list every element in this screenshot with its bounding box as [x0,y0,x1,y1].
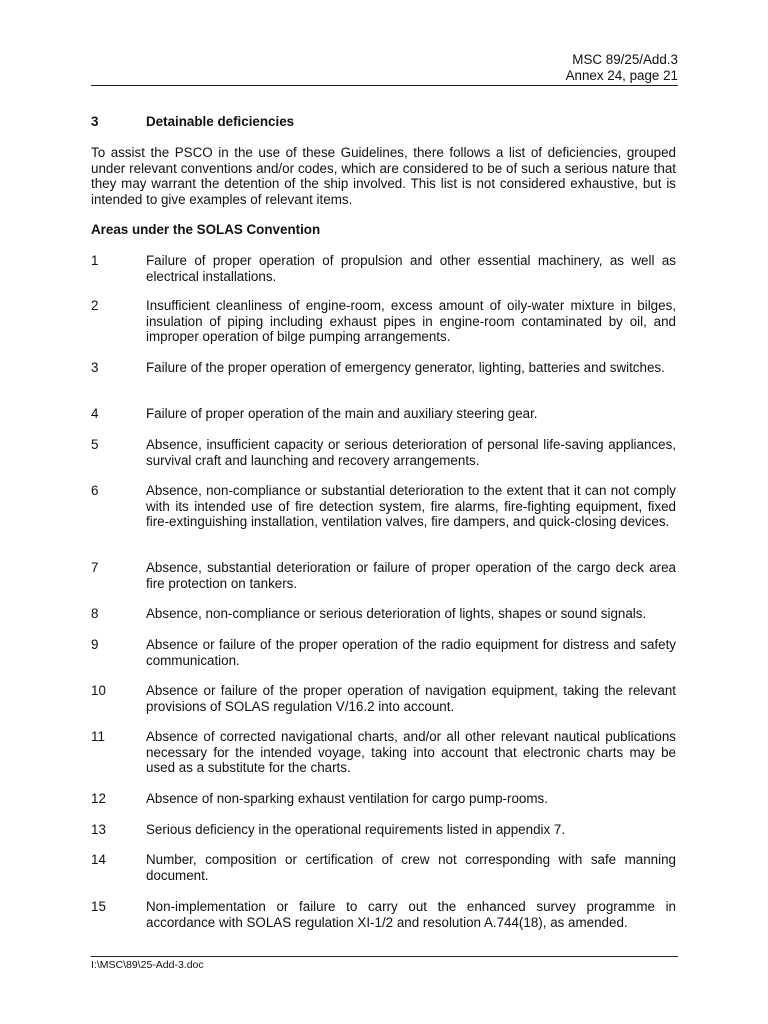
item-number: 13 [91,822,106,837]
header-divider [91,85,678,86]
list-item [91,683,676,714]
item-number: 5 [91,437,99,452]
list-item [91,791,676,807]
item-text: Failure of proper operation of the main and auxiliary steering gear. [146,406,538,421]
item-number: 15 [91,899,106,914]
item-number: 7 [91,560,99,575]
item-text: Number, composition or certification of crew not corresponding with safe manning document. [146,852,676,883]
item-text: Non-implementation or failure to carry out the enhanced survey programme in accordance with SOLAS regulation XI-1/2 and resolution A.744(18), as amended. [146,899,676,930]
footer-divider [91,956,678,957]
list-item [91,406,676,422]
list-item [91,606,676,622]
item-text: Absence of non-sparking exhaust ventilation for cargo pump-rooms. [146,791,548,806]
item-number: 10 [91,683,106,698]
list-item [91,360,676,376]
list-item [91,729,676,776]
item-text: Absence of corrected navigational charts, and/or all other relevant nautical publications necessary for the intended voyage, taking into account that electronic charts may be used as a substitute for the charts. [146,729,676,776]
section-title: Detainable deficiencies [146,114,295,129]
item-number: 4 [91,406,99,421]
list-item [91,899,676,930]
subheading-solas: Areas under the SOLAS Convention [91,222,321,237]
list-item [91,298,676,345]
item-text: Absence, non-compliance or substantial deterioration to the extent that it can not comply with its intended use of fire detection system, fire alarms, fire-fighting equipment, fixed fire-extinguishing installation, ventilation valves, fire dampers, and quick-closing devices. [146,483,676,530]
item-text: Failure of proper operation of propulsion and other essential machinery, as well as electrical installations. [146,253,676,284]
document-reference: MSC 89/25/Add.3 [572,52,678,67]
item-text: Absence, non-compliance or serious deterioration of lights, shapes or sound signals. [146,606,647,621]
item-number: 6 [91,483,99,498]
annex-page-label: Annex 24, page 21 [565,68,678,83]
section-number: 3 [91,114,99,129]
item-number: 9 [91,637,99,652]
list-item [91,560,676,591]
item-text: Absence or failure of the proper operation of navigation equipment, taking the relevant provisions of SOLAS regulation V/16.2 into account. [146,683,676,714]
list-item [91,637,676,668]
section-heading [91,114,294,130]
item-number: 2 [91,298,99,313]
item-number: 8 [91,606,99,621]
item-text: Absence, insufficient capacity or serious deterioration of personal life-saving appliances, survival craft and launching and recovery arrangements. [146,437,676,468]
item-text: Failure of the proper operation of emergency generator, lighting, batteries and switches. [146,360,665,375]
page-header [91,52,678,84]
item-text: Absence, substantial deterioration or failure of proper operation of the cargo deck area fire protection on tankers. [146,560,676,591]
list-item [91,822,676,838]
footer-file-path: I:\MSC\89\25-Add-3.doc [91,959,204,971]
item-number: 14 [91,852,106,867]
intro-paragraph: To assist the PSCO in the use of these Guidelines, there follows a list of deficiencies, grouped under relevant conventions and/or codes, which are considered to be of such a serious nature that they may warrant the detention of the ship involved. This list is not considered exhaustive, but is intended to give examples of relevant items. [91,145,676,207]
item-text: Serious deficiency in the operational requirements listed in appendix 7. [146,822,566,837]
list-item [91,483,676,530]
item-text: Insufficient cleanliness of engine-room, excess amount of oily-water mixture in bilges, insulation of piping including exhaust pipes in engine-room contaminated by oil, and improper operation of bilge pumping arrangements. [146,298,676,345]
item-number: 12 [91,791,106,806]
list-item [91,253,676,284]
item-number: 3 [91,360,99,375]
item-number: 11 [91,729,105,744]
item-text: Absence or failure of the proper operation of the radio equipment for distress and safety communication. [146,637,676,668]
list-item [91,437,676,468]
item-number: 1 [91,253,99,268]
list-item [91,852,676,883]
